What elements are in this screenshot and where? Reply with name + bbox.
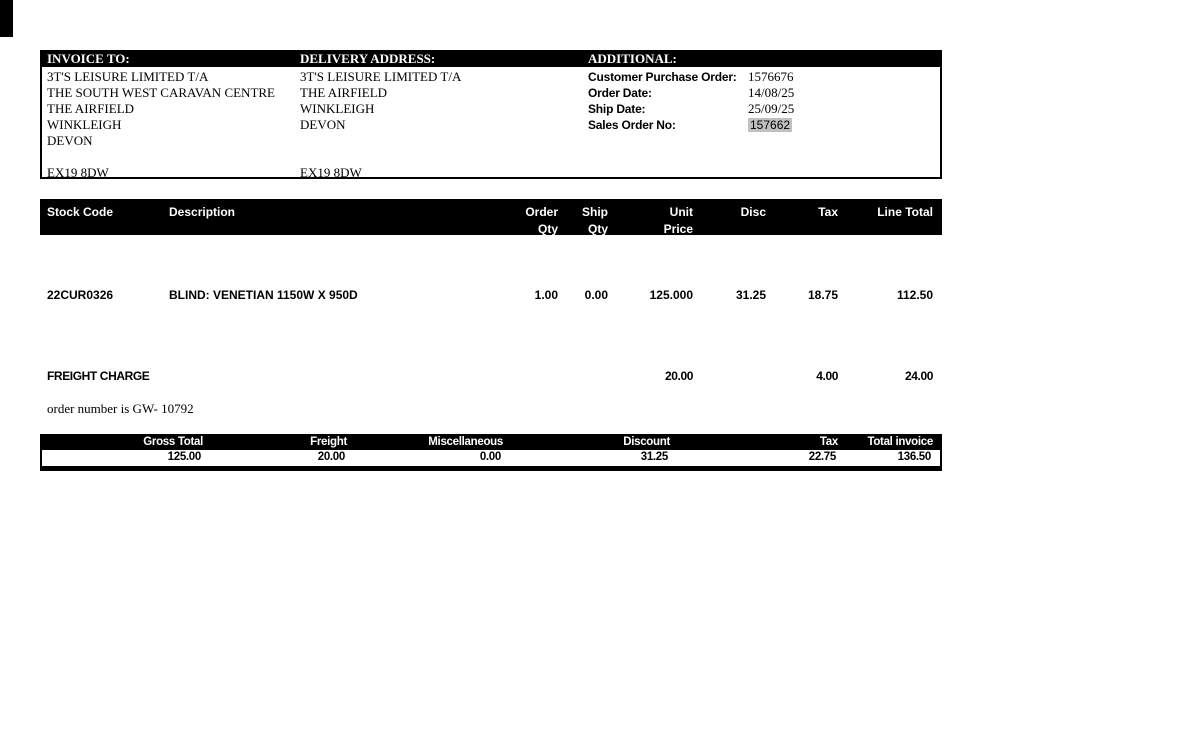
invoice-header-box <box>40 50 942 179</box>
window-corner-block <box>0 0 13 37</box>
delivery-line: 3T'S LEISURE LIMITED T/A <box>300 69 462 84</box>
totals-column-freight: Freight <box>310 436 347 448</box>
freight-charge-row <box>40 369 942 385</box>
delivery-line: WINKLEIGH <box>300 101 375 116</box>
header-body <box>40 67 942 179</box>
items-table-header <box>40 199 942 235</box>
totals-column-gross-total: Gross Total <box>143 436 203 448</box>
additional-info <box>588 69 794 133</box>
freight-tax: 4.00 <box>816 369 838 383</box>
column-line-total: Line Total <box>877 205 933 219</box>
invoice-to-line: DEVON <box>47 133 93 148</box>
column-unit-price-line1: Unit <box>669 205 693 219</box>
item-tax: 18.75 <box>807 288 838 302</box>
item-ship-qty: 0.00 <box>584 288 608 302</box>
sales-order-no-label: Sales Order No: <box>588 118 676 132</box>
totals-gross-total-value: 125.00 <box>167 451 201 463</box>
invoice-to-postcode: EX19 8DW <box>47 165 109 180</box>
totals-miscellaneous-value: 0.00 <box>479 451 501 463</box>
delivery-line: THE AIRFIELD <box>300 85 388 100</box>
column-order-qty-line1: Order <box>525 205 558 219</box>
totals-column-total-invoice: Total invoice <box>867 436 933 448</box>
ship-date-label: Ship Date: <box>588 102 646 116</box>
column-stock-code: Stock Code <box>47 205 114 219</box>
totals-column-discount: Discount <box>623 436 670 448</box>
item-description: BLIND: VENETIAN 1150W X 950D <box>169 288 358 302</box>
order-date-label: Order Date: <box>588 86 652 100</box>
ship-date-value: 25/09/25 <box>748 101 795 116</box>
invoice-to-line: 3T'S LEISURE LIMITED T/A <box>47 69 209 84</box>
totals-discount-value: 31.25 <box>640 451 668 463</box>
order-date-value: 14/08/25 <box>748 85 795 100</box>
delivery-postcode: EX19 8DW <box>300 165 362 180</box>
freight-charge-label: FREIGHT CHARGE <box>47 369 150 383</box>
invoice-to-address <box>47 69 276 180</box>
totals-tax-value: 22.75 <box>808 451 836 463</box>
invoice-to-title: INVOICE TO: <box>47 51 130 66</box>
totals-values-row <box>40 450 942 466</box>
additional-title: ADDITIONAL: <box>588 51 677 66</box>
invoice-to-line: WINKLEIGH <box>47 117 122 132</box>
additional-row <box>588 85 794 101</box>
column-ship-qty-line1: Ship <box>582 205 608 219</box>
item-disc: 31.25 <box>735 288 766 302</box>
freight-line-total: 24.00 <box>904 369 933 383</box>
totals-table <box>40 434 942 471</box>
column-unit-price-line2: Price <box>663 222 693 236</box>
item-row <box>40 288 942 304</box>
totals-column-miscellaneous: Miscellaneous <box>428 436 503 448</box>
totals-freight-value: 20.00 <box>317 451 345 463</box>
column-order-qty <box>525 204 558 238</box>
totals-column-tax: Tax <box>819 436 838 448</box>
additional-row <box>588 101 794 117</box>
column-ship-qty-line2: Qty <box>587 222 608 236</box>
freight-unit-price: 20.00 <box>664 369 693 383</box>
column-description: Description <box>169 205 236 219</box>
delivery-address-title: DELIVERY ADDRESS: <box>300 51 436 66</box>
customer-purchase-order-value: 1576676 <box>748 69 794 84</box>
order-number-note: order number is GW- 10792 <box>47 401 194 416</box>
delivery-address <box>300 69 462 180</box>
item-unit-price: 125.000 <box>649 288 693 302</box>
column-order-qty-line2: Qty <box>537 222 558 236</box>
totals-header-row <box>40 434 942 450</box>
additional-row <box>588 69 794 85</box>
sales-order-no-value-selected: 157662 <box>750 118 791 132</box>
totals-total-invoice-value: 136.50 <box>897 451 931 463</box>
totals-bottom-bar <box>40 466 942 471</box>
header-title-bar <box>40 50 942 67</box>
column-unit-price <box>664 204 693 238</box>
item-line-total: 112.50 <box>896 288 933 302</box>
item-stock-code: 22CUR0326 <box>47 288 114 302</box>
column-disc: Disc <box>740 205 766 219</box>
item-order-qty: 1.00 <box>534 288 558 302</box>
column-ship-qty <box>582 204 608 238</box>
column-tax: Tax <box>818 205 838 219</box>
delivery-line: DEVON <box>300 117 346 132</box>
additional-row <box>588 117 794 133</box>
customer-purchase-order-label: Customer Purchase Order: <box>588 70 737 84</box>
invoice-to-line: THE AIRFIELD <box>47 101 135 116</box>
invoice-to-line: THE SOUTH WEST CARAVAN CENTRE <box>47 85 276 100</box>
